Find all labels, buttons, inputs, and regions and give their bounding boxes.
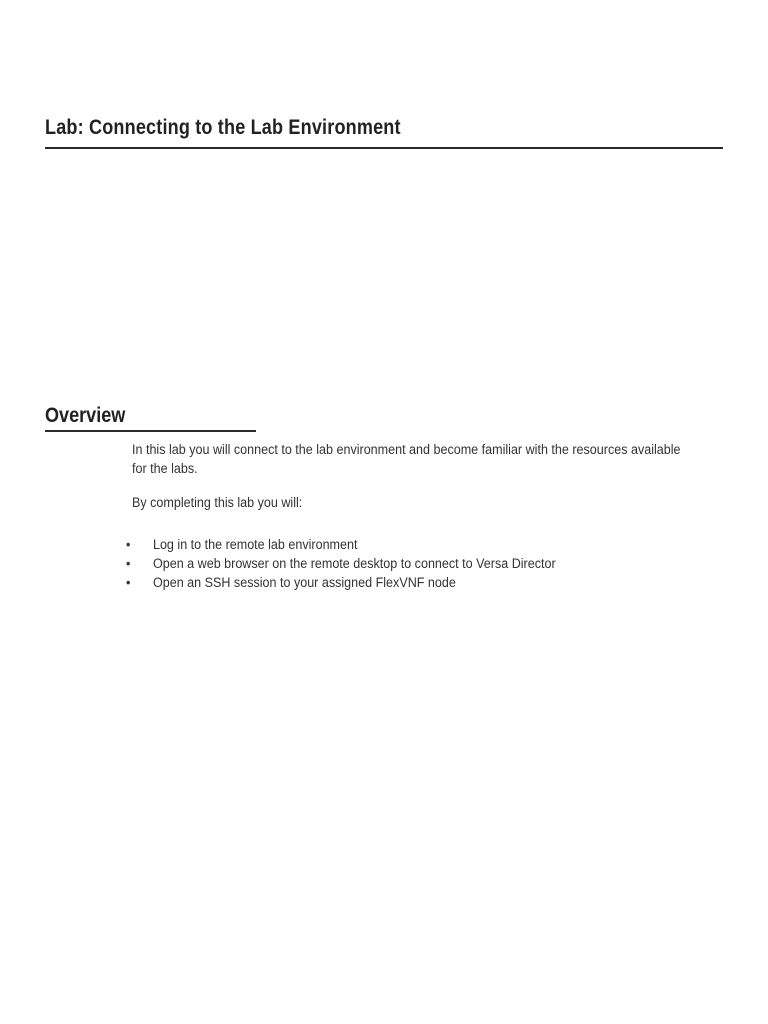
bullet-icon: • — [126, 575, 131, 590]
list-item — [126, 554, 556, 573]
overview-divider — [45, 430, 256, 432]
list-item — [126, 535, 556, 554]
list-item — [126, 573, 556, 592]
list-item-text: Log in to the remote lab environment — [152, 537, 358, 552]
overview-heading: Overview — [45, 404, 126, 427]
list-item-text: Open a web browser on the remote desktop to connect to Versa Director — [152, 556, 556, 571]
page-title: Lab: Connecting to the Lab Environment — [45, 116, 401, 139]
objectives-list — [126, 535, 556, 592]
bullet-icon: • — [126, 537, 131, 552]
bullet-icon: • — [126, 556, 131, 571]
list-item-text: Open an SSH session to your assigned FlexVNF node — [152, 575, 456, 590]
overview-intro-paragraph: In this lab you will connect to the lab environment and become familiar with the resources available for the labs. — [132, 442, 681, 476]
title-divider — [45, 147, 723, 149]
overview-lead-paragraph: By completing this lab you will: — [132, 495, 303, 510]
